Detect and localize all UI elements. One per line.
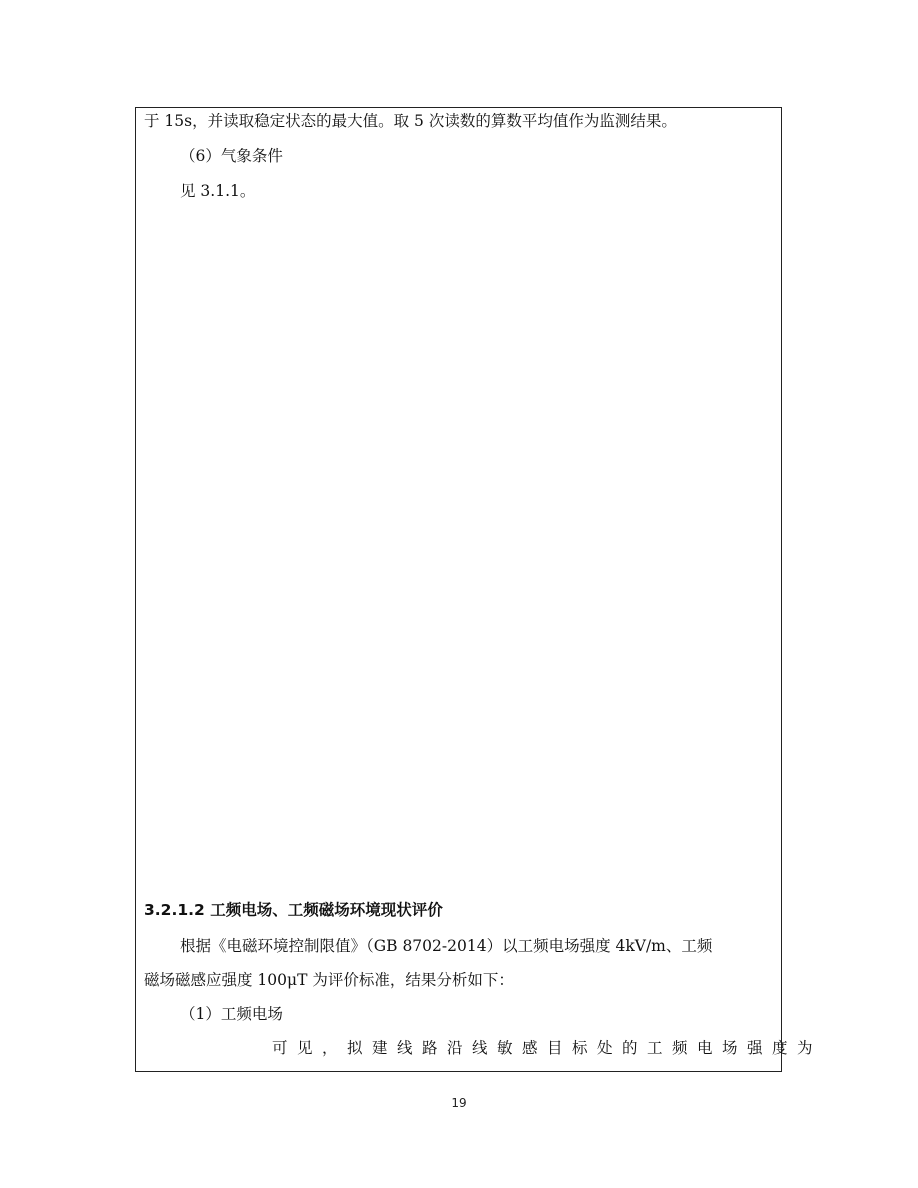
text-line: 见 3.1.1。 [180, 182, 256, 200]
paragraph-line: 可见，拟建线路沿线敏感目标处的工频电场强度为 [272, 1039, 823, 1057]
document-frame [135, 107, 823, 1072]
section-heading: 3.2.1.2 工频电场、工频磁场环境现状评价 [144, 901, 443, 919]
subsection-label-weather: （6）气象条件 [180, 147, 283, 165]
text-line: 于 15s，并读取稳定状态的最大值。取 5 次读数的算数平均值作为监测结果。 [144, 112, 677, 130]
page-number: 19 [451, 1096, 467, 1110]
paragraph-line: 根据《电磁环境控制限值》（GB 8702-2014）以工频电场强度 4kV/m、工频 [180, 937, 713, 955]
list-item-label: （1）工频电场 [180, 1005, 283, 1023]
paragraph-line: 磁场磁感应强度 100μT 为评价标准，结果分析如下： [144, 971, 514, 989]
